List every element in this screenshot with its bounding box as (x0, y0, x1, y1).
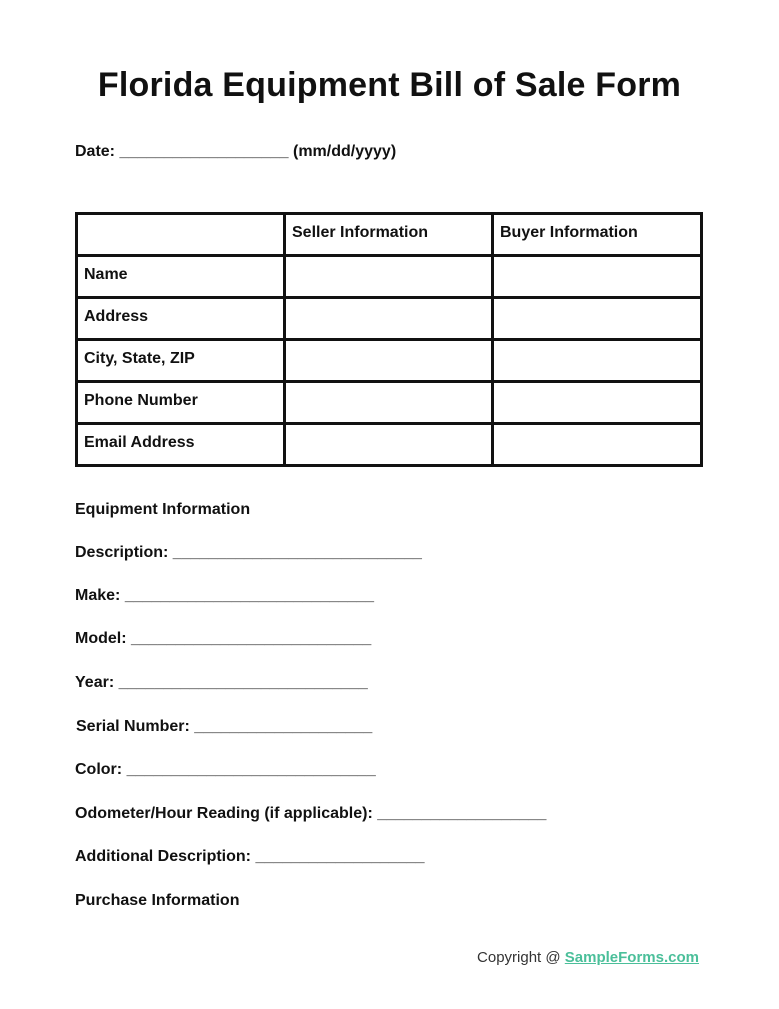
additional-description-blank[interactable]: ___________________ (255, 848, 425, 865)
row-label-address: Address (77, 298, 285, 340)
table-header-buyer: Buyer Information (493, 214, 702, 256)
seller-city-cell[interactable] (285, 340, 493, 382)
copyright-prefix: Copyright @ (477, 949, 565, 966)
table-header-row (77, 214, 702, 256)
table-row (77, 382, 702, 424)
additional-description-label: Additional Description: (75, 848, 251, 865)
odometer-blank[interactable]: ___________________ (377, 805, 547, 822)
copyright-footer (477, 949, 699, 966)
serial-number-blank[interactable]: ____________________ (194, 718, 373, 735)
model-field[interactable] (75, 630, 371, 648)
row-label-name: Name (77, 256, 285, 298)
purchase-heading: Purchase Information (75, 892, 240, 909)
make-field[interactable] (75, 587, 374, 605)
buyer-address-cell[interactable] (493, 298, 702, 340)
date-field[interactable] (75, 143, 396, 161)
description-blank[interactable]: ____________________________ (172, 544, 422, 561)
additional-description-field[interactable] (75, 848, 425, 866)
page-title: Florida Equipment Bill of Sale Form (97, 66, 682, 104)
date-blank[interactable]: ___________________ (119, 143, 289, 160)
date-label: Date: (75, 143, 116, 160)
row-label-phone: Phone Number (77, 382, 285, 424)
table-row (77, 298, 702, 340)
seller-phone-cell[interactable] (285, 382, 493, 424)
row-label-email: Email Address (77, 424, 285, 466)
serial-number-label: Serial Number: (76, 718, 190, 735)
buyer-city-cell[interactable] (493, 340, 702, 382)
row-label-city-state-zip: City, State, ZIP (77, 340, 285, 382)
buyer-email-cell[interactable] (493, 424, 702, 466)
color-label: Color: (75, 761, 123, 778)
model-label: Model: (75, 630, 127, 647)
color-field[interactable] (75, 761, 376, 779)
odometer-label: Odometer/Hour Reading (if applicable): (75, 805, 373, 822)
seller-address-cell[interactable] (285, 298, 493, 340)
model-blank[interactable]: ___________________________ (131, 630, 372, 647)
description-label: Description: (75, 544, 169, 561)
description-field[interactable] (75, 544, 422, 562)
buyer-name-cell[interactable] (493, 256, 702, 298)
buyer-phone-cell[interactable] (493, 382, 702, 424)
table-row (77, 256, 702, 298)
year-field[interactable] (75, 674, 368, 692)
table-header-empty (77, 214, 285, 256)
table-row (77, 424, 702, 466)
brand-link[interactable]: SampleForms.com (564, 949, 699, 966)
year-label: Year: (75, 674, 115, 691)
make-label: Make: (75, 587, 121, 604)
party-info-table (75, 212, 703, 467)
equipment-heading: Equipment Information (75, 501, 251, 518)
date-hint: (mm/dd/yyyy) (293, 143, 397, 160)
make-blank[interactable]: ____________________________ (124, 587, 374, 604)
year-blank[interactable]: ____________________________ (118, 674, 368, 691)
table-row (77, 340, 702, 382)
seller-name-cell[interactable] (285, 256, 493, 298)
serial-number-field[interactable] (76, 718, 372, 736)
color-blank[interactable]: ____________________________ (126, 761, 376, 778)
seller-email-cell[interactable] (285, 424, 493, 466)
table-header-seller: Seller Information (285, 214, 493, 256)
odometer-field[interactable] (75, 805, 546, 823)
